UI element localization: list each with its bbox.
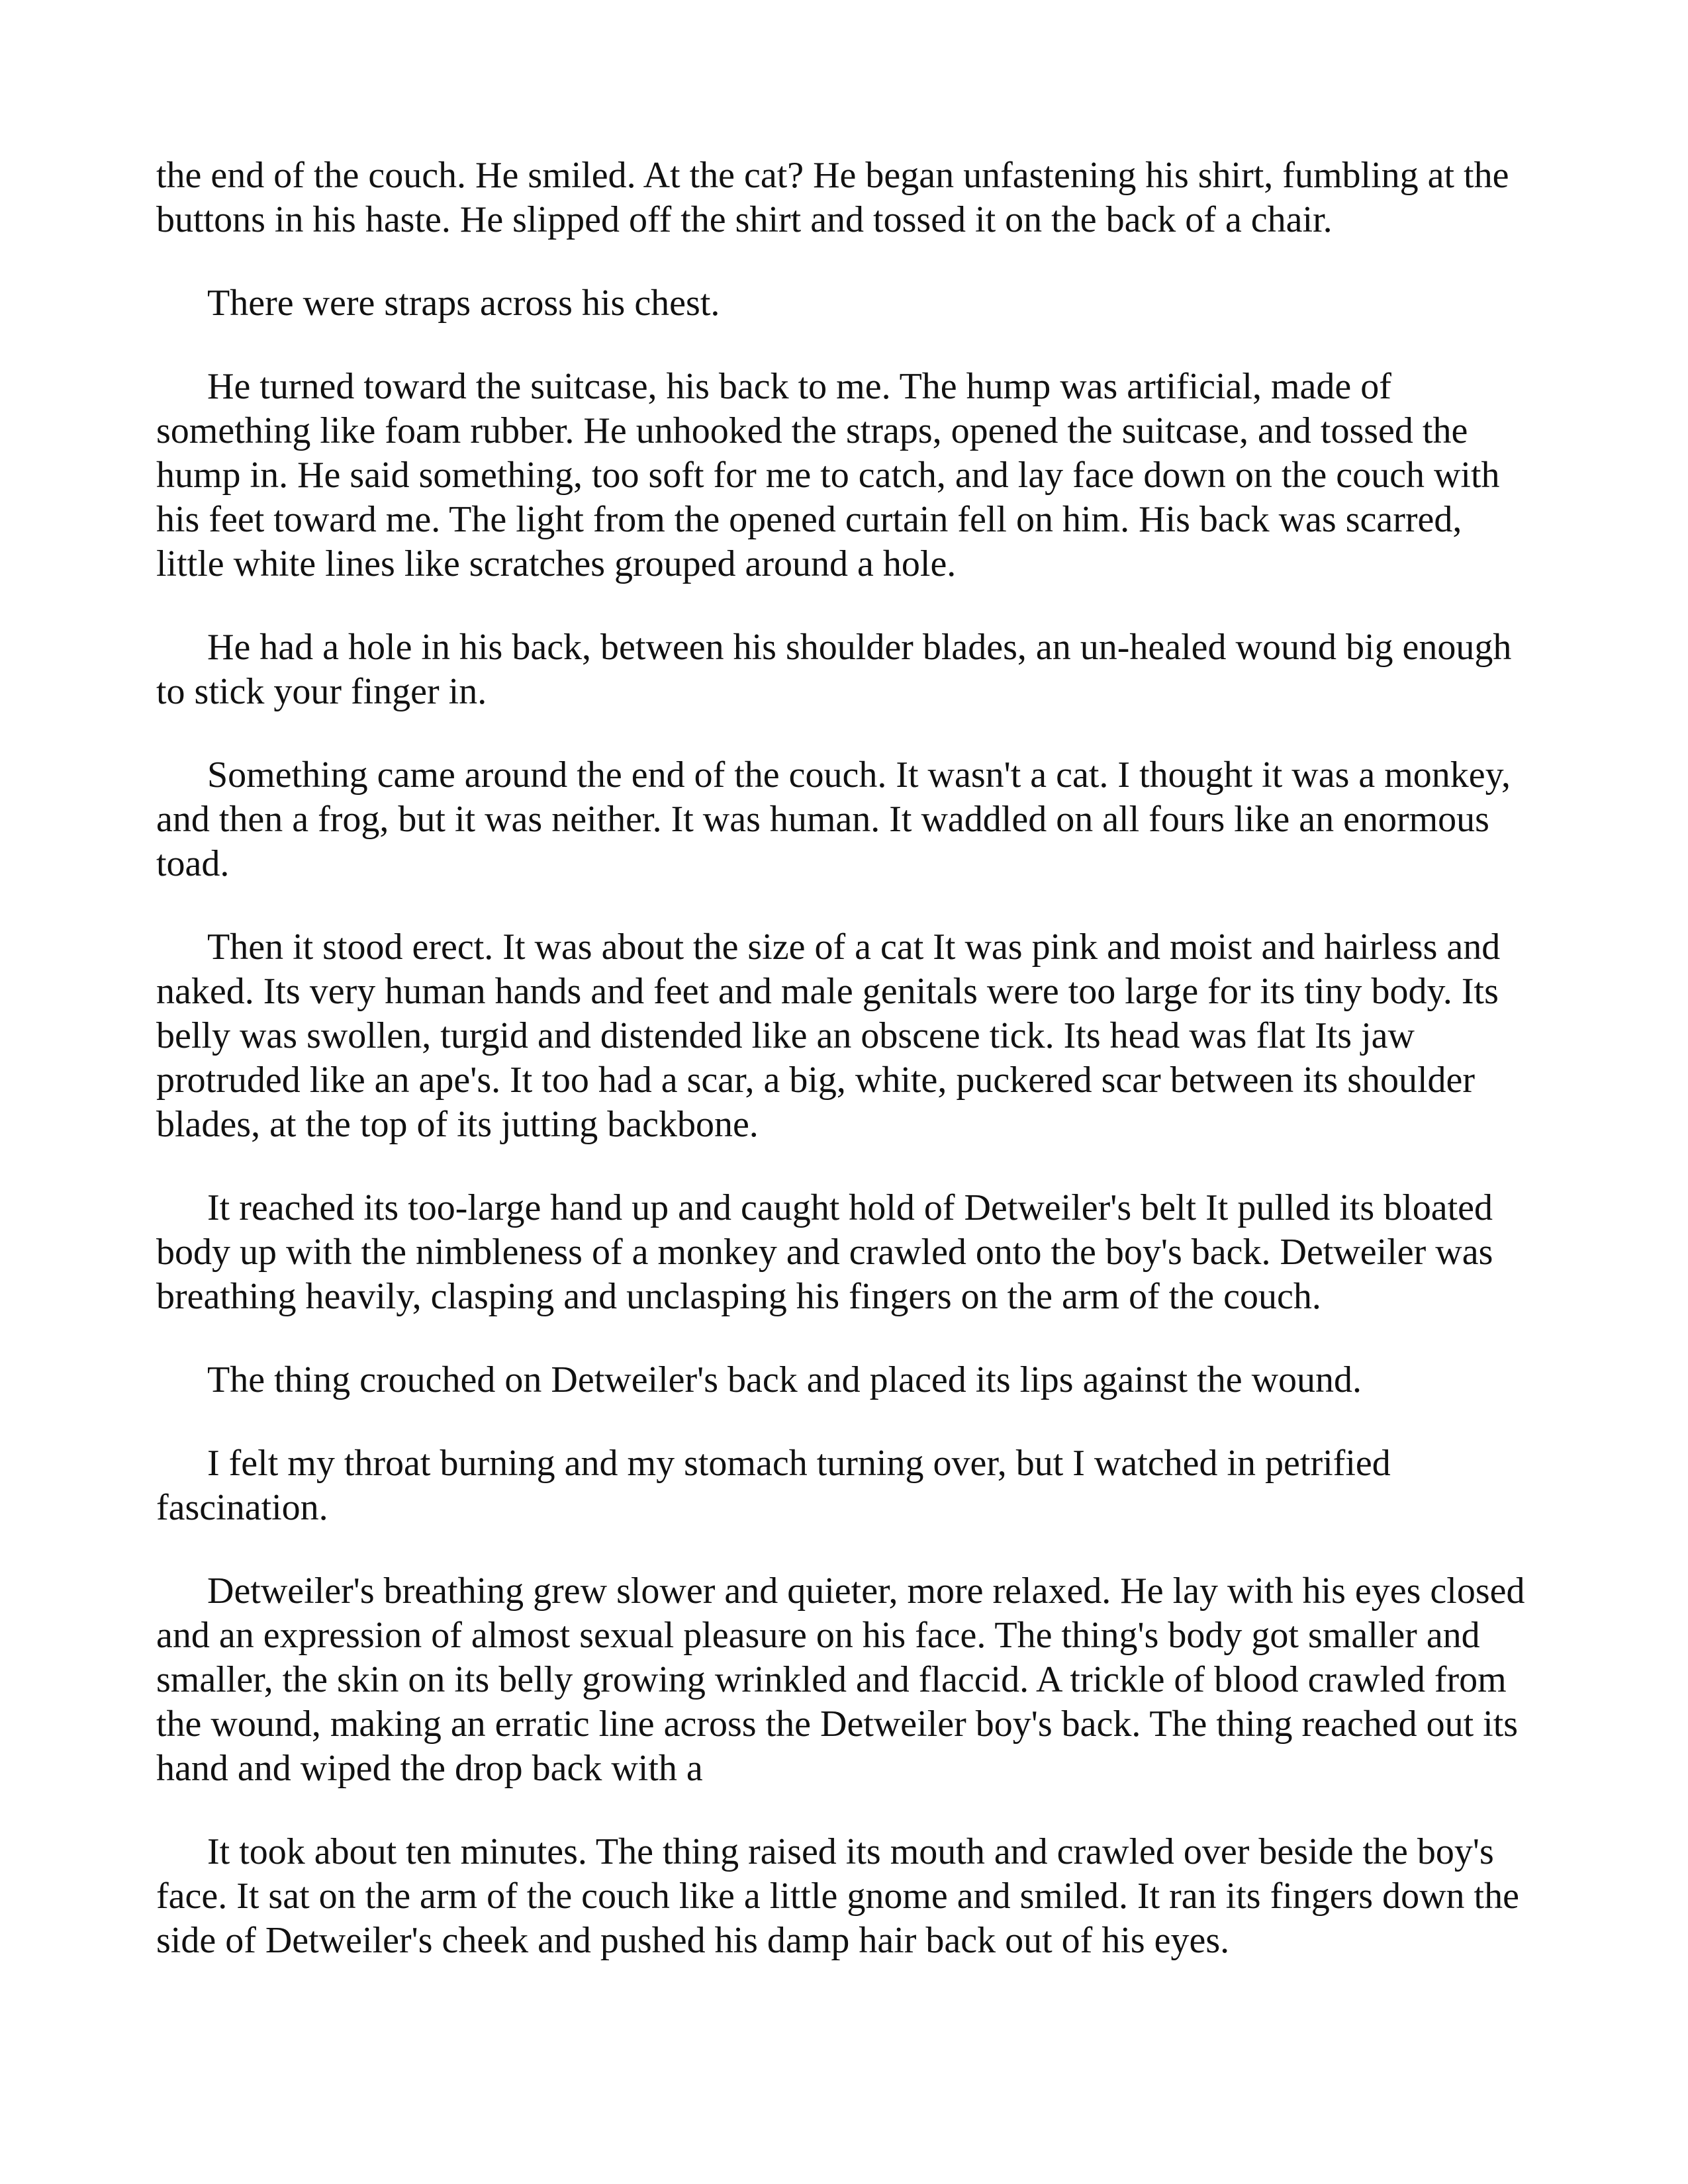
paragraph-11: It took about ten minutes. The thing raised its mouth and crawled over beside the boy's face. It sat on the arm of the couch like a little gnome and smiled. It ran its fingers down the side of Detweiler's cheek and pushed his damp hair back out of his eyes. (156, 1831, 1519, 1961)
paragraph-1: the end of the couch. He smiled. At the cat? He began unfastening his shirt, fumbling at the buttons in his haste. He slipped off the shirt and tossed it on the back of a chair. (156, 155, 1509, 240)
paragraph-5: Something came around the end of the couch. It wasn't a cat. I thought it was a monkey, and then a frog, but it was neither. It was human. It waddled on all fours like an enormous toad. (156, 754, 1511, 884)
paragraph-7: It reached its too-large hand up and caught hold of Detweiler's belt It pulled its bloated body up with the nimbleness of a monkey and crawled onto the boy's back. Detweiler was breathing heavily, clasping and unclasping his fingers on the arm of the couch. (156, 1187, 1493, 1317)
paragraph-6: Then it stood erect. It was about the size of a cat It was pink and moist and hairless and naked. Its very human hands and feet and male genitals were too large for its tiny body. Its belly was swollen, turgid and distended like an obscene tick. Its head was flat Its jaw protruded like an ape's. It too had a scar, a big, white, puckered scar between its shoulder blades, at the top of its jutting backbone. (156, 927, 1501, 1145)
paragraph-2: There were straps across his chest. (207, 283, 720, 324)
paragraph-9: I felt my throat burning and my stomach turning over, but I watched in petrified fascination. (156, 1443, 1391, 1528)
paragraph-4: He had a hole in his back, between his shoulder blades, an un-healed wound big enough to stick your finger in. (156, 627, 1512, 712)
paragraph-10: Detweiler's breathing grew slower and quieter, more relaxed. He lay with his eyes closed and an expression of almost sexual pleasure on his face. The thing's body got smaller and smaller, the skin on its belly growing wrinkled and flaccid. A trickle of blood crawled from the wound, making an erratic line across the Detweiler boy's back. The thing reached out its hand and wiped the drop back with a (156, 1570, 1525, 1789)
body-text (156, 154, 1533, 2002)
paragraph-8: The thing crouched on Detweiler's back and placed its lips against the wound. (207, 1359, 1362, 1400)
paragraph-3: He turned toward the suitcase, his back to me. The hump was artificial, made of something like foam rubber. He unhooked the straps, opened the suitcase, and tossed the hump in. He said something, too soft for me to catch, and lay face down on the couch with his feet toward me. The light from the opened curtain fell on him. His back was scarred, little white lines like scratches grouped around a hole. (156, 366, 1500, 584)
